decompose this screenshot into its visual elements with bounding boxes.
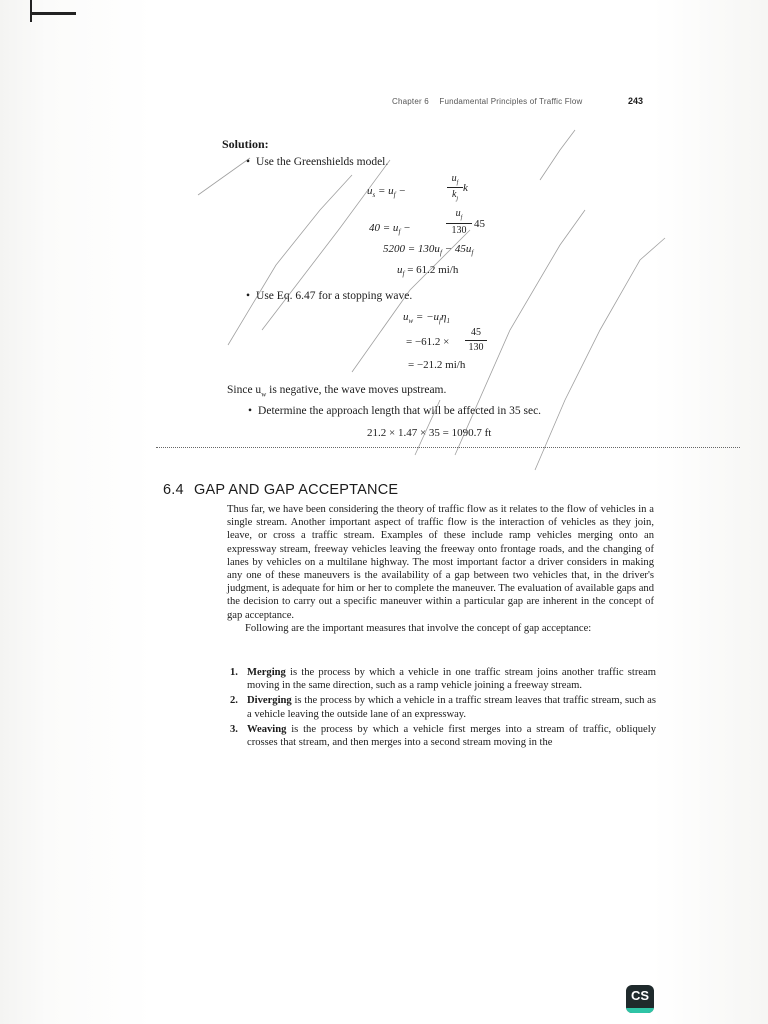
- eq3-lhs: 5200 = 130u: [383, 243, 440, 255]
- list-item-text: is the process by which a vehicle in one traffic stream joins another traffic stream moving in the same direction, such as a ramp vehicle joining a freeway stream.: [247, 667, 656, 692]
- equation-wave-result: = −21.2 mi/h: [408, 359, 466, 371]
- paragraph-2: Following are the important measures that involve the concept of gap acceptance:: [245, 622, 592, 634]
- pencil-stroke: [228, 175, 352, 345]
- eq2-lhs: 40 = u: [369, 222, 399, 234]
- eq6-denominator: 130: [468, 342, 484, 353]
- eq4-lhs: u: [397, 264, 403, 276]
- eq1-k: k: [463, 182, 468, 194]
- paragraph-1: Thus far, we have been considering the theory of traffic flow as it relates to the flow of vehicles in a single stream. Another important aspect of traffic flow is the interaction of vehicles as they join, leave, or cross a traffic stream. Examples of these include ramp vehicles merging onto an expressway stream, freeway vehicles leaving the freeway onto frontage roads, and the changing of lanes by vehicles on a multilane highway. The most important factor a driver considers in making any one of these maneuvers is the availability of a gap between two vehicles that, in the driver's judgment, is adequate for him or her to complete the maneuver. The evaluation of available gaps and the decision to carry out a specific maneuver within a particular gap are inherent in the concept of gap acceptance.: [227, 504, 654, 621]
- eq6-numerator: 45: [471, 327, 481, 338]
- list-item-term: Diverging: [247, 695, 292, 707]
- note-rest: is negative, the wave moves upstream.: [266, 384, 447, 396]
- camscanner-accent: [626, 1008, 654, 1013]
- pencil-stroke: [262, 160, 390, 330]
- pencil-stroke: [540, 130, 575, 180]
- eq1-denominator: $k_j$: [451, 189, 459, 202]
- eq1-den-text: k: [451, 189, 457, 200]
- eq2-k: 45: [474, 218, 485, 230]
- eq3-rest: − 45u: [441, 243, 472, 255]
- eq1-minus: −: [398, 185, 406, 197]
- equation-wave-speed: $u_w = -u_f\eta_1$: [403, 311, 450, 326]
- eq5-lhs: u: [403, 311, 409, 323]
- page-number: 243: [628, 96, 644, 106]
- pencil-stroke: [415, 400, 440, 455]
- solution-step-2: • Use Eq. 6.47 for a stopping wave.: [246, 290, 412, 302]
- section-number: 6.4: [163, 482, 184, 498]
- pencil-stroke: [535, 238, 665, 470]
- eq5-rhs: = −u: [415, 311, 440, 323]
- section-title: GAP AND GAP ACCEPTANCE: [194, 482, 399, 498]
- eq2-minus: −: [403, 222, 411, 234]
- solution-step-1: • Use the Greenshields model.: [246, 156, 388, 168]
- eq4-rhs: = 61.2 mi/h: [407, 264, 459, 276]
- camscanner-badge: [626, 985, 654, 1013]
- eq1-num-text: u: [451, 173, 457, 184]
- chapter-label: Chapter 6: [392, 97, 429, 106]
- equation-step-3: $5200 = 130u_f - 45u_f$: [383, 243, 474, 258]
- eq2-denominator: 130: [451, 225, 467, 236]
- eq2-numerator: $u_f$: [455, 208, 463, 221]
- equation-wave-substitution: = −61.2 ×: [406, 336, 450, 348]
- equation-step-2: $40 = u_f$ −: [369, 222, 411, 237]
- list-item-number: 2.: [230, 695, 238, 707]
- list-item-number: 3.: [230, 723, 238, 735]
- camscanner-label: CS: [630, 988, 650, 1003]
- equation-greenshields: $u_s = u_f$ −: [367, 185, 406, 200]
- note-start: Since u: [227, 384, 262, 396]
- eq2-num-text: u: [455, 208, 461, 219]
- list-item-number: 1.: [230, 667, 238, 678]
- pencil-stroke: [352, 230, 470, 372]
- eq1-numerator: $u_f$: [451, 173, 459, 186]
- chapter-title: Fundamental Principles of Traffic Flow: [439, 97, 583, 106]
- list-item-text: is the process by which a vehicle first merges into a stream of traffic, obliquely crosses that stream, and then merges into a second stream moving in the: [247, 723, 656, 749]
- equation-free-flow-speed: $u_f = 61.2$ mi/h: [397, 264, 459, 279]
- eq1-lhs: u: [367, 185, 373, 197]
- list-item-text: is the process by which a vehicle in a traffic stream leaves that traffic stream, such as a vehicle leaving the outside lane of an expressway.: [247, 695, 656, 720]
- pencil-stroke: [455, 210, 585, 455]
- equation-approach-length: 21.2 × 1.47 × 35 = 1090.7 ft: [367, 427, 492, 439]
- solution-heading: Solution:: [222, 137, 269, 151]
- solution-step-3: • Determine the approach length that will be affected in 35 sec.: [248, 405, 541, 417]
- pencil-stroke: [198, 158, 250, 195]
- eq1-mid: = u: [377, 185, 394, 197]
- list-item-term: Weaving: [247, 723, 287, 735]
- solution-note: Since $u_w$ is negative, the wave moves upstream.: [227, 384, 447, 399]
- list-item-term: Merging: [247, 667, 286, 678]
